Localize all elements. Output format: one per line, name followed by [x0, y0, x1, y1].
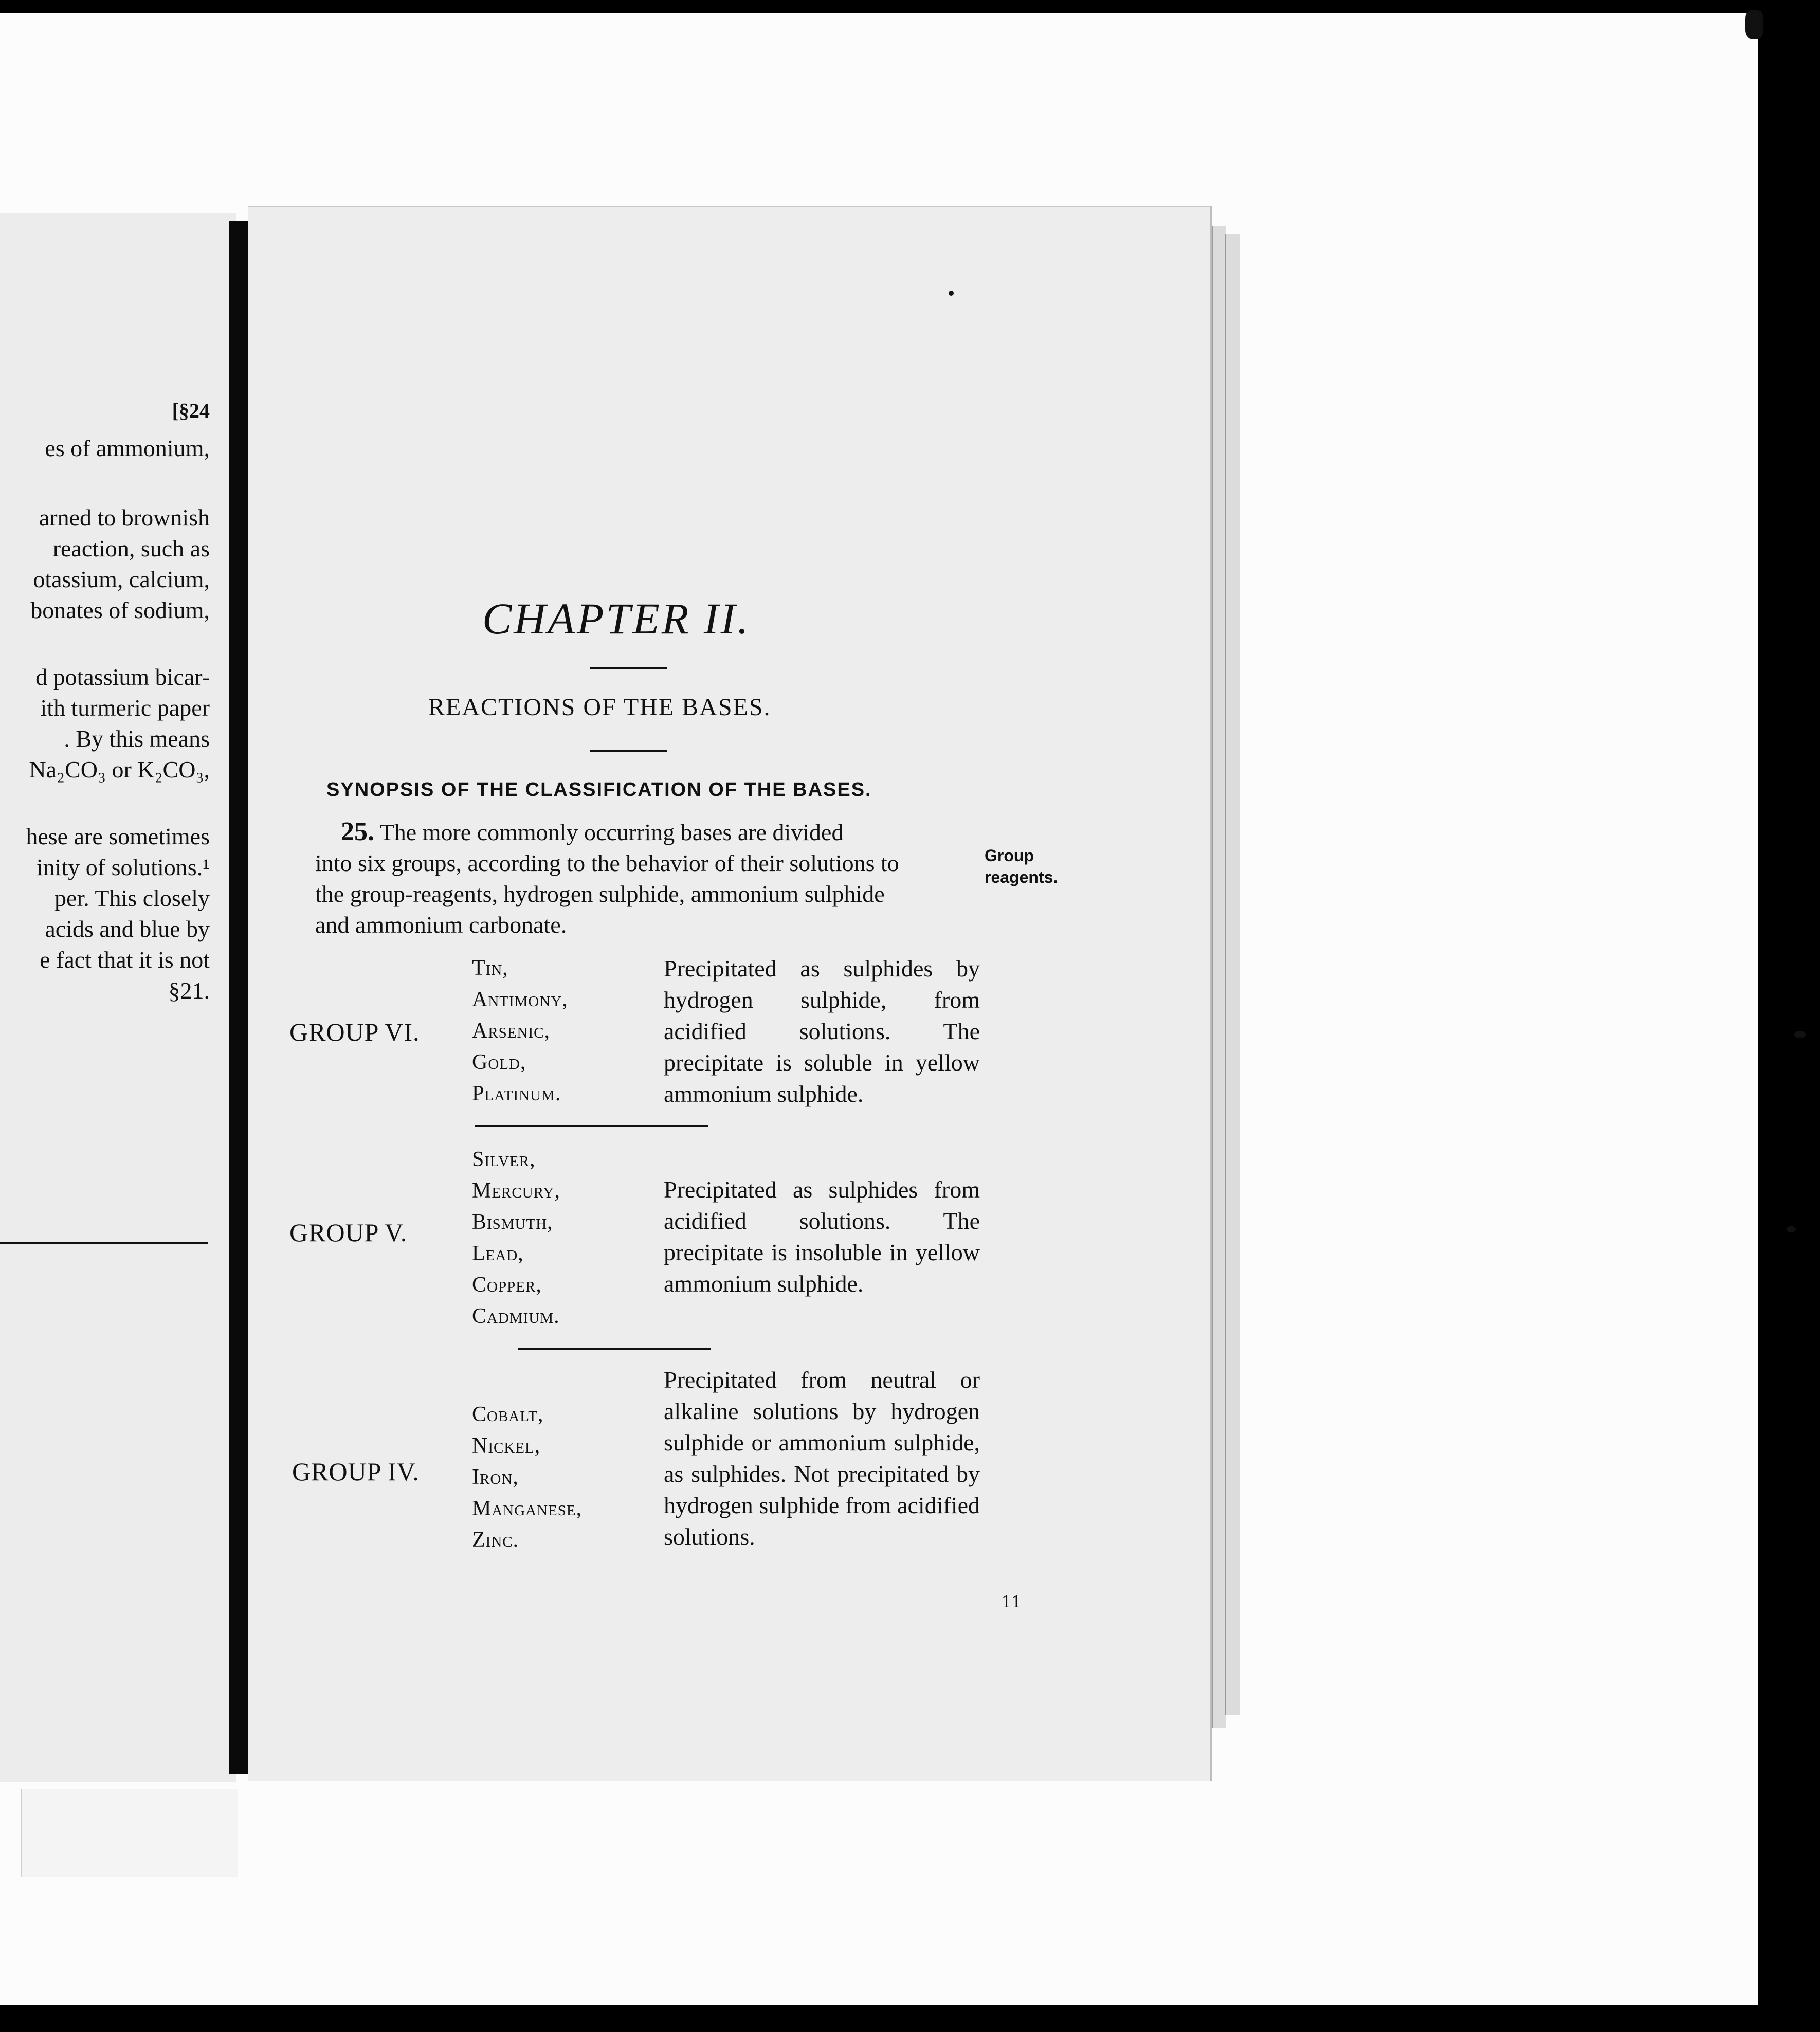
left-line-12: per. This closely	[54, 885, 210, 911]
paragraph-line-2: into six groups, according to the behavior of their solutions to	[315, 850, 899, 876]
left-line-8: . By this means	[64, 725, 210, 752]
synopsis-title: SYNOPSIS OF THE CLASSIFICATION OF THE BASES.	[326, 779, 872, 801]
member-nickel: Nickel,	[472, 1434, 541, 1458]
member-manganese: Manganese,	[472, 1497, 583, 1520]
left-line-6: d potassium bicar-	[35, 664, 210, 690]
left-line-4: otassium, calcium,	[33, 566, 210, 592]
left-line-3: reaction, such as	[52, 535, 210, 561]
section-title: REACTIONS OF THE BASES.	[428, 694, 771, 721]
ink-speck	[1787, 1226, 1796, 1232]
member-zinc: Zinc.	[472, 1528, 519, 1552]
left-line-13: acids and blue by	[45, 916, 210, 942]
member-cadmium: Cadmium.	[472, 1304, 560, 1328]
left-line-10: hese are sometimes	[26, 823, 210, 849]
paragraph-line-3: the group-reagents, hydrogen sulphide, ammonium sulphide	[315, 881, 885, 907]
book-spine	[229, 221, 248, 1774]
left-line-14: e fact that it is not	[40, 947, 210, 973]
right-black-border	[1758, 0, 1820, 2032]
paragraph-line-4: and ammonium carbonate.	[315, 912, 567, 938]
title-rule-2	[590, 750, 667, 752]
lower-paper-slip	[21, 1789, 238, 1877]
ink-speck	[949, 291, 954, 296]
paragraph-25	[315, 817, 899, 940]
group-vi-description: Precipitated as sulphides by hydrogen sulphide, from acidified solutions. The precipitate is soluble in yellow ammonium sulphide.	[664, 955, 980, 1107]
group-vi-label: GROUP VI.	[289, 1018, 420, 1046]
page-edge-3	[1225, 234, 1240, 1715]
member-platinum: Platinum.	[472, 1082, 561, 1105]
page-number: 11	[1002, 1591, 1023, 1611]
left-line-7: ith turmeric paper	[40, 695, 210, 721]
member-mercury: Mercury,	[472, 1179, 560, 1203]
left-line-2: arned to brownish	[39, 504, 210, 531]
group-iv-members	[472, 1399, 582, 1556]
paragraph-line-1	[315, 817, 899, 848]
chapter-title: CHAPTER II.	[482, 594, 751, 643]
left-line-9: Na₂CO₃ or K₂CO₃,	[29, 756, 210, 783]
member-arsenic: Arsenic,	[472, 1019, 550, 1043]
bottom-black-border	[0, 2005, 1820, 2032]
left-page-rule	[0, 1242, 208, 1244]
group-v-description: Precipitated as sulphides from acidified solutions. The precipitate is insoluble in yellow ammonium sulphide.	[664, 1176, 980, 1297]
paragraph-line-1-text: The more commonly occurring bases are divided	[379, 819, 844, 845]
member-bismuth: Bismuth,	[472, 1210, 553, 1234]
margin-note	[985, 845, 1058, 888]
group-v-members	[472, 1144, 560, 1332]
group-vi-members	[472, 953, 568, 1110]
page-edge-2	[1211, 226, 1226, 1728]
member-silver: Silver,	[472, 1148, 536, 1171]
right-page	[248, 206, 1212, 1781]
left-line-11: inity of solutions.¹	[36, 854, 210, 880]
member-gold: Gold,	[472, 1050, 526, 1074]
left-line-5: bonates of sodium,	[30, 597, 210, 623]
group-iv-description: Precipitated from neutral or alkaline solutions by hydrogen sulphide or ammonium sulphide, as sulphides. Not precipitated by hydrogen sulphide from acidified solutions.	[664, 1367, 980, 1550]
group-rule-2	[518, 1348, 711, 1350]
member-cobalt: Cobalt,	[472, 1403, 544, 1426]
margin-note-line-1: Group	[985, 846, 1034, 865]
group-iv-label: GROUP IV.	[292, 1457, 420, 1486]
margin-note-line-2: reagents.	[985, 868, 1058, 886]
ink-speck	[1745, 10, 1763, 39]
left-page-header: [§24	[172, 399, 210, 422]
member-tin: Tin,	[472, 956, 508, 980]
left-page	[0, 213, 236, 1782]
group-rule-1	[475, 1125, 708, 1127]
title-rule-1	[590, 667, 667, 669]
paragraph-number: 25.	[341, 817, 374, 846]
member-copper: Copper,	[472, 1273, 542, 1297]
group-v-label: GROUP V.	[289, 1218, 408, 1247]
ink-speck	[1794, 1031, 1806, 1038]
left-line-1: es of ammonium,	[45, 435, 210, 461]
member-antimony: Antimony,	[472, 988, 568, 1011]
left-line-15: §21.	[168, 977, 210, 1004]
member-iron: Iron,	[472, 1465, 519, 1489]
member-lead: Lead,	[472, 1242, 524, 1265]
